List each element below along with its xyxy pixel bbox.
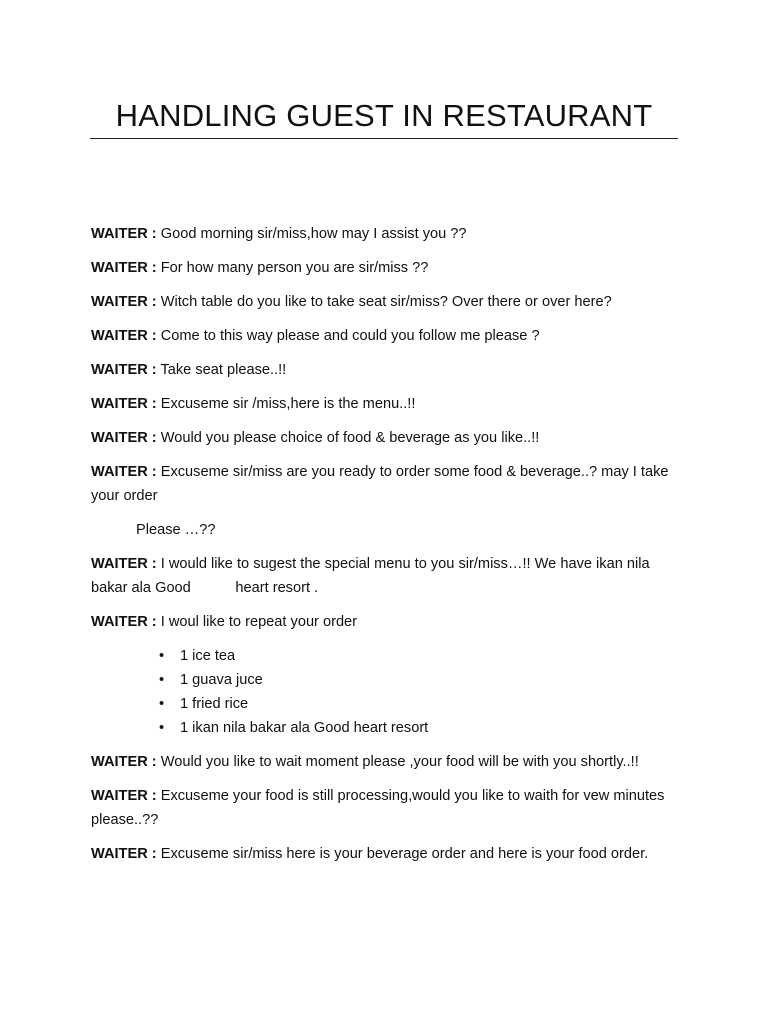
line-text: Take seat please..!!	[160, 362, 287, 378]
order-item-text: 1 ice tea	[180, 648, 236, 664]
line-text: Witch table do you like to take seat sir/miss? Over there or over here?	[160, 294, 612, 310]
speaker-label: WAITER :	[91, 226, 157, 242]
order-item	[159, 716, 683, 740]
line-text: Excuseme your food is still processing,would you like to waith for vew minutes please..??	[91, 788, 665, 828]
dialogue-line	[91, 610, 683, 634]
line-text: Excuseme sir /miss,here is the menu..!!	[160, 396, 416, 412]
order-item	[159, 644, 683, 668]
line-text: Would you like to wait moment please ,your food will be with you shortly..!!	[160, 754, 639, 770]
speaker-label: WAITER :	[91, 614, 157, 630]
speaker-label: WAITER :	[91, 430, 157, 446]
dialogue-continuation: Please …??	[136, 522, 216, 538]
speaker-label: WAITER :	[91, 464, 157, 480]
order-list	[91, 644, 683, 740]
document-title: HANDLING GUEST IN RESTAURANT	[115, 98, 653, 133]
dialogue-line	[91, 392, 683, 416]
title-underline	[90, 138, 678, 139]
dialogue-line	[91, 358, 683, 382]
dialogue-line	[91, 784, 683, 832]
speaker-label: WAITER :	[91, 846, 157, 862]
bullet-icon: •	[159, 672, 165, 688]
speaker-label: WAITER :	[91, 556, 157, 572]
dialogue-line	[91, 842, 683, 866]
speaker-label: WAITER :	[91, 294, 157, 310]
dialogue-line	[91, 256, 683, 280]
dialogue-body	[91, 222, 683, 876]
line-text: Come to this way please and could you follow me please ?	[160, 328, 540, 344]
speaker-label: WAITER :	[91, 362, 157, 378]
line-text: For how many person you are sir/miss ??	[160, 260, 429, 276]
dialogue-line	[91, 290, 683, 314]
bullet-icon: •	[159, 720, 165, 736]
order-item-text: 1 fried rice	[180, 696, 249, 712]
order-item	[159, 668, 683, 692]
line-text: I woul like to repeat your order	[160, 614, 358, 630]
order-item	[159, 692, 683, 716]
bullet-icon: •	[159, 648, 165, 664]
line-text: Excuseme sir/miss are you ready to order some food & beverage..? may I take your order	[91, 464, 669, 504]
speaker-label: WAITER :	[91, 754, 157, 770]
speaker-label: WAITER :	[91, 396, 157, 412]
line-text: Would you please choice of food & beverage as you like..!!	[160, 430, 540, 446]
order-item-text: 1 guava juce	[180, 672, 263, 688]
line-text: Good morning sir/miss,how may I assist you ??	[160, 226, 467, 242]
speaker-label: WAITER :	[91, 260, 157, 276]
bullet-icon: •	[159, 696, 165, 712]
dialogue-line	[91, 324, 683, 348]
speaker-label: WAITER :	[91, 328, 157, 344]
dialogue-line	[91, 460, 683, 508]
line-text: Excuseme sir/miss here is your beverage order and here is your food order.	[160, 846, 649, 862]
line-text: I would like to sugest the special menu to you sir/miss…!! We have ikan nila bakar ala Good heart resort .	[91, 556, 654, 596]
dialogue-line	[91, 222, 683, 246]
dialogue-line	[91, 750, 683, 774]
order-item-text: 1 ikan nila bakar ala Good heart resort	[180, 720, 429, 736]
dialogue-line	[91, 426, 683, 450]
dialogue-line	[91, 552, 683, 600]
speaker-label: WAITER :	[91, 788, 157, 804]
